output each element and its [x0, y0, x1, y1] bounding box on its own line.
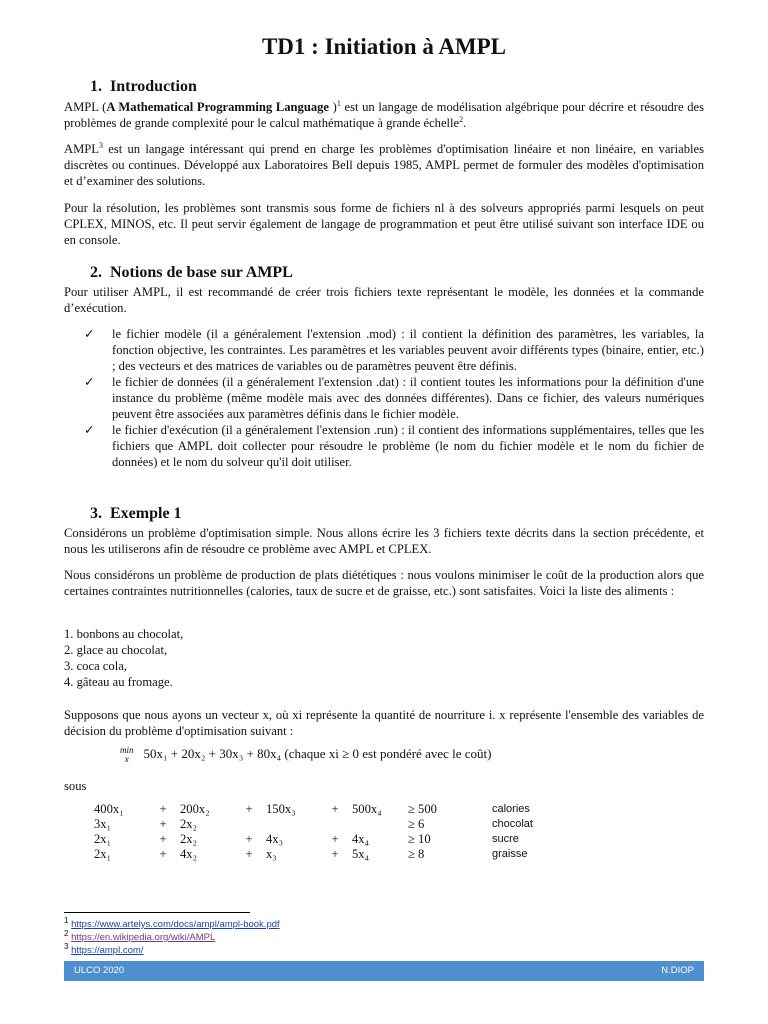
constraint-cell: calories	[492, 803, 530, 815]
constraint-cell: ≥ 500	[408, 802, 437, 816]
constraint-cell: 500x₄	[352, 802, 382, 816]
text-description: est un langage de modélisation algébrique pour décrire et résoudre des problèmes de grande complexité pour le calcul mathématique à grande échelle	[64, 100, 704, 130]
constraint-cell: +	[331, 832, 339, 846]
food-list	[64, 626, 704, 690]
constraint-cell: +	[245, 802, 253, 816]
constraint-cell: 2x₁	[94, 832, 111, 846]
constraint-cell: 5x₄	[352, 847, 369, 861]
exemple-paragraph-2: Nous considérons un problème de production de plats diététiques : nous voulons minimiser le coût de la production alors que certaines contraintes nutritionnelles (calories, taux de sucre et de graisse, etc.) sont satisfaites. Voici la liste des aliments :	[64, 568, 704, 598]
list-item-text: le fichier d'exécution (il a généralement l'extension .run) : il contient des informations supplémentaires, telles que les fichiers que AMPL doit collecter pour résoudre le problème (le nom du fichier modèle et le nom du fichier de données) et le nom du solveur qu'il doit utiliser.	[112, 423, 704, 469]
constraint-cell: +	[331, 847, 339, 861]
section-title: Notions de base sur AMPL	[110, 264, 293, 281]
constraint-row	[90, 802, 556, 817]
constraint-cell	[236, 817, 262, 832]
list-item	[64, 422, 704, 470]
list-item	[64, 374, 704, 422]
constraint-cell	[262, 817, 322, 832]
text-ampl: AMPL (	[64, 100, 107, 114]
footnote-2	[64, 928, 216, 944]
page-title: TD1 : Initiation à AMPL	[261, 34, 507, 59]
text-ampl: AMPL	[64, 142, 99, 156]
list-item	[64, 326, 704, 374]
food-item: 2. glace au chocolat,	[64, 643, 168, 657]
section-heading-introduction	[90, 78, 197, 96]
constraint-cell: 150x₃	[266, 802, 296, 816]
sous-label: sous	[64, 779, 87, 793]
list-item-text: le fichier de données (il a généralement l'extension .dat) : il contient toutes les informations pour la définition d'une instance du problème (même modèle mais avec des données différentes). Dans ce fichier, des valeurs numériques peuvent être associées aux paramètres définis dans le fichier modèle.	[112, 375, 704, 421]
footer-right: N.DIOP	[661, 965, 694, 976]
text-description: est un langage intéressant qui prend en charge les problèmes d'optimisation linéaire et non linéaire, en variables discrètes ou continues. Développé aux Laboratoires Bell depuis 1985, AMPL permet de formuler des modèles d'optimisation et d’examiner des solutions.	[64, 142, 704, 188]
constraint-cell: +	[159, 847, 167, 861]
constraint-cell: graisse	[492, 848, 528, 860]
exemple-paragraph-1: Considérons un problème d'optimisation simple. Nous allons écrire les 3 fichiers texte décrits dans la section précédente, et nous les utiliserons afin de résoudre ce problème avec AMPL et CPLEX.	[64, 526, 704, 556]
constraint-row	[90, 847, 556, 862]
constraint-cell: chocolat	[492, 818, 533, 830]
text-ampl-full-name: A Mathematical Programming Language	[106, 100, 330, 114]
footnote-link[interactable]: https://en.wikipedia.org/wiki/AMPL	[71, 932, 216, 943]
constraint-cell: 200x₂	[180, 802, 210, 816]
section-heading-notions	[90, 264, 293, 282]
section-title: Introduction	[110, 78, 197, 95]
constraint-cell: 3x₁	[94, 817, 111, 831]
constraint-cell: 2x₂	[180, 817, 197, 831]
constraint-cell: +	[245, 847, 253, 861]
section-title: Exemple 1	[110, 505, 182, 522]
constraint-cell: x₃	[266, 847, 277, 861]
footnote-number: 1	[64, 915, 69, 925]
food-item: 1. bonbons au chocolat,	[64, 627, 184, 641]
text-paren: )	[329, 100, 337, 114]
text-period: .	[463, 116, 467, 130]
food-item: 3. coca cola,	[64, 659, 127, 673]
list-item-text: le fichier modèle (il a généralement l'extension .mod) : il contient la définition des paramètres, les variables, la fonction objective, les contraintes. Les paramètres et les variables peuvent avoir différents types (binaire, entier, etc.) ; des vecteurs et des matrices de variables ou de paramètres peuvent être définis.	[112, 327, 704, 373]
constraint-cell: +	[159, 817, 167, 831]
intro-paragraph-2	[64, 141, 704, 189]
constraint-cell: ≥ 10	[408, 832, 431, 846]
footer-bar	[64, 961, 704, 981]
footnote-number: 2	[64, 928, 69, 938]
footnote-link[interactable]: https://ampl.com/	[71, 945, 144, 956]
constraint-cell: 4x₄	[352, 832, 369, 846]
intro-paragraph-3: Pour la résolution, les problèmes sont transmis sous forme de fichiers nl à des solveurs appropriés parmi lesquels on peut CPLEX, MINOS, etc. Il peut servir également de langage de programmation et peut être utilisé suivant son interface IDE ou en console.	[64, 201, 704, 247]
min-label: min	[120, 745, 134, 756]
objective-function	[120, 746, 491, 764]
footnote-number: 3	[64, 941, 69, 951]
intro-paragraph-1	[64, 99, 704, 131]
section-number: 2.	[90, 264, 102, 281]
checkmark-icon: ✓	[84, 423, 95, 437]
constraint-cell: ≥ 6	[408, 817, 425, 831]
constraint-cell: +	[159, 802, 167, 816]
constraint-cell: 2x₁	[94, 847, 111, 861]
section-number: 1.	[90, 78, 102, 95]
footnote-divider	[64, 912, 250, 913]
objective-expression: 50x₁ + 20x₂ + 30x₃ + 80x₄ (chaque xi ≥ 0 est pondéré avec le coût)	[143, 746, 492, 761]
constraints-table	[90, 802, 556, 862]
footnote-1	[64, 915, 280, 931]
constraint-cell: 400x₁	[94, 802, 124, 816]
exemple-paragraph-3: Supposons que nous ayons un vecteur x, où xi représente la quantité de nourriture i. x représente l'ensemble des variables de décision du problème d'optimisation suivant :	[64, 708, 704, 738]
checkmark-icon: ✓	[84, 375, 95, 389]
min-operator	[120, 746, 134, 764]
constraint-cell: 4x₃	[266, 832, 283, 846]
checkmark-icon: ✓	[84, 327, 95, 341]
section-number: 3.	[90, 505, 102, 522]
footnote-3	[64, 941, 144, 957]
constraint-cell: sucre	[492, 833, 519, 845]
constraint-row	[90, 832, 556, 847]
constraint-cell: +	[159, 832, 167, 846]
section-heading-exemple	[90, 505, 182, 523]
constraint-cell: +	[331, 802, 339, 816]
footer-left: ULCO 2020	[74, 965, 125, 976]
constraint-cell: ≥ 8	[408, 847, 425, 861]
footnote-ref-2: 2	[459, 114, 464, 124]
footnote-ref-3: 3	[99, 140, 103, 150]
notions-intro: Pour utiliser AMPL, il est recommandé de créer trois fichiers texte représentant le modèle, les données et la commande d’exécution.	[64, 285, 704, 315]
food-item: 4. gâteau au fromage.	[64, 675, 173, 689]
constraint-cell: 4x₂	[180, 847, 197, 861]
constraint-row	[90, 817, 556, 832]
footnote-ref-1: 1	[336, 98, 341, 108]
constraint-cell	[322, 817, 348, 832]
footnote-link[interactable]: https://www.artelys.com/docs/ampl/ampl-book.pdf	[71, 919, 280, 930]
min-variable: x	[124, 754, 129, 765]
file-types-list	[64, 326, 704, 470]
constraint-cell	[348, 817, 404, 832]
constraint-cell: 2x₂	[180, 832, 197, 846]
constraint-cell: +	[245, 832, 253, 846]
